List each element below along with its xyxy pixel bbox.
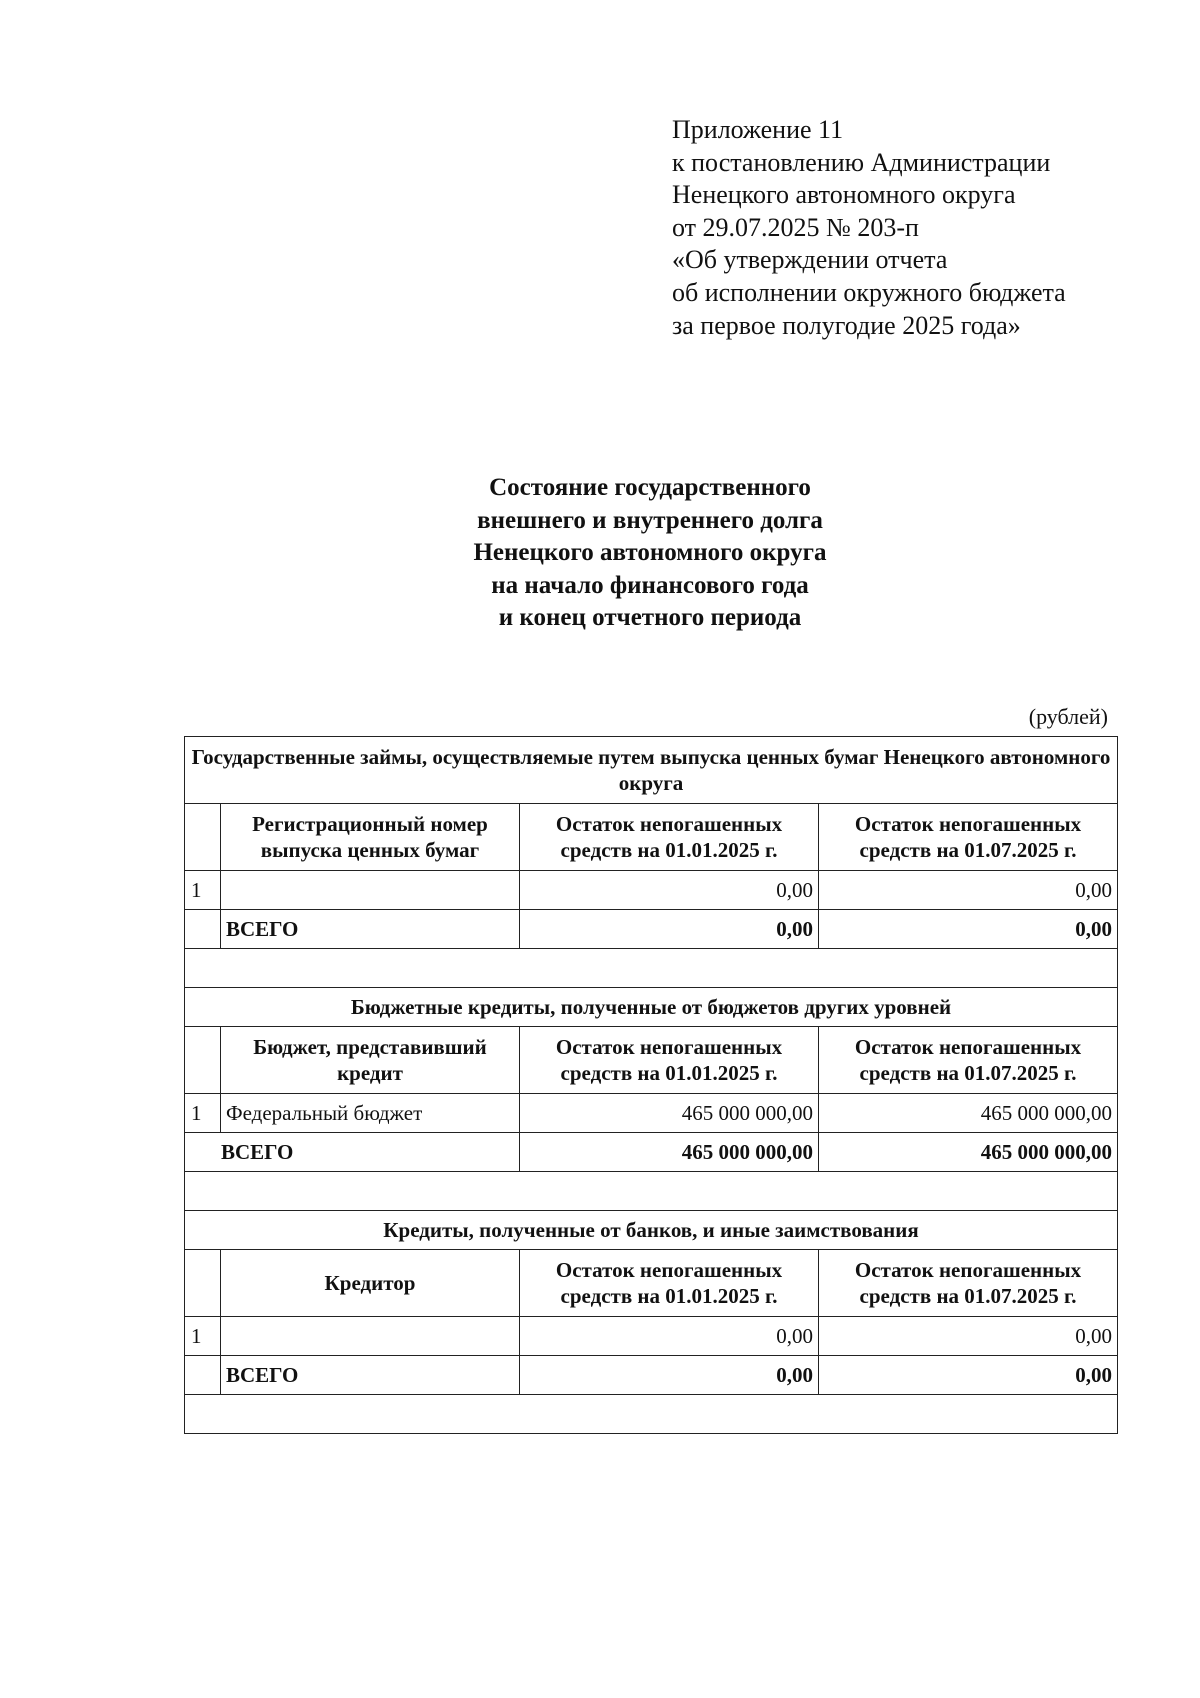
appendix-line: к постановлению Администрации bbox=[672, 147, 1051, 177]
debt-table-wrap bbox=[184, 736, 1117, 1434]
units-label: (рублей) bbox=[1028, 704, 1108, 729]
column-header-start-balance: Остаток непогашенных средств на 01.01.2025 г. bbox=[520, 1027, 819, 1094]
table-row bbox=[185, 871, 1118, 910]
total-label: ВСЕГО bbox=[221, 910, 520, 949]
total-start-balance: 0,00 bbox=[520, 1356, 819, 1395]
total-row bbox=[185, 1356, 1118, 1395]
total-start-balance: 0,00 bbox=[520, 910, 819, 949]
total-label: ВСЕГО bbox=[185, 1133, 520, 1172]
column-header-end-balance: Остаток непогашенных средств на 01.07.2025 г. bbox=[819, 1027, 1118, 1094]
column-header-end-balance: Остаток непогашенных средств на 01.07.2025 г. bbox=[819, 1250, 1118, 1317]
section-heading-row bbox=[185, 988, 1118, 1027]
row-end-balance: 465 000 000,00 bbox=[819, 1094, 1118, 1133]
title-line: Ненецкого автономного округа bbox=[473, 539, 827, 566]
appendix-line: Приложение 11 bbox=[672, 115, 844, 144]
title-line: внешнего и внутреннего долга bbox=[477, 506, 823, 534]
row-start-balance: 465 000 000,00 bbox=[520, 1094, 819, 1133]
row-index: 1 bbox=[185, 1317, 221, 1356]
row-start-balance: 0,00 bbox=[520, 1317, 819, 1356]
debt-table bbox=[184, 736, 1118, 1434]
appendix-line: за первое полугодие 2025 года» bbox=[672, 310, 1021, 340]
column-header-row bbox=[185, 1027, 1118, 1094]
column-header-row bbox=[185, 804, 1118, 871]
total-end-balance: 465 000 000,00 bbox=[819, 1133, 1118, 1172]
section-heading-row bbox=[185, 737, 1118, 804]
row-end-balance: 0,00 bbox=[819, 1317, 1118, 1356]
appendix-line: «Об утверждении отчета bbox=[672, 245, 948, 275]
spacer-row bbox=[185, 1395, 1118, 1434]
column-header-row bbox=[185, 1250, 1118, 1317]
table-row bbox=[185, 1317, 1118, 1356]
index-header bbox=[185, 804, 221, 871]
column-header-name: Бюджет, представивший кредит bbox=[221, 1027, 520, 1094]
appendix-line: Ненецкого автономного округа bbox=[672, 180, 1016, 210]
section-heading: Бюджетные кредиты, полученные от бюджетов других уровней bbox=[185, 988, 1118, 1027]
spacer-cell bbox=[185, 949, 1118, 988]
total-row bbox=[185, 910, 1118, 949]
row-end-balance: 0,00 bbox=[819, 871, 1118, 910]
total-end-balance: 0,00 bbox=[819, 910, 1118, 949]
appendix-line: об исполнении окружного бюджета bbox=[672, 277, 1066, 307]
spacer-row bbox=[185, 1172, 1118, 1211]
section-heading-row bbox=[185, 1211, 1118, 1250]
row-name: Федеральный бюджет bbox=[221, 1094, 520, 1133]
spacer-row bbox=[185, 949, 1118, 988]
total-row bbox=[185, 1133, 1118, 1172]
total-index bbox=[185, 1356, 221, 1395]
total-start-balance: 465 000 000,00 bbox=[520, 1133, 819, 1172]
appendix-line: от 29.07.2025 № 203-п bbox=[672, 212, 919, 242]
total-label: ВСЕГО bbox=[221, 1356, 520, 1395]
title-line: на начало финансового года bbox=[491, 571, 809, 599]
document-title bbox=[380, 472, 920, 635]
row-name bbox=[221, 1317, 520, 1356]
column-header-end-balance: Остаток непогашенных средств на 01.07.2025 г. bbox=[819, 804, 1118, 871]
column-header-start-balance: Остаток непогашенных средств на 01.01.2025 г. bbox=[520, 1250, 819, 1317]
column-header-name: Регистрационный номер выпуска ценных бумаг bbox=[221, 804, 520, 871]
spacer-cell bbox=[185, 1395, 1118, 1434]
row-start-balance: 0,00 bbox=[520, 871, 819, 910]
appendix-block bbox=[672, 114, 1066, 342]
row-index: 1 bbox=[185, 1094, 221, 1133]
column-header-start-balance: Остаток непогашенных средств на 01.01.2025 г. bbox=[520, 804, 819, 871]
section-heading: Государственные займы, осуществляемые путем выпуска ценных бумаг Ненецкого автономного округа bbox=[185, 737, 1118, 804]
title-line: Состояние государственного bbox=[489, 474, 811, 501]
index-header bbox=[185, 1250, 221, 1317]
total-end-balance: 0,00 bbox=[819, 1356, 1118, 1395]
row-index: 1 bbox=[185, 871, 221, 910]
spacer-cell bbox=[185, 1172, 1118, 1211]
index-header bbox=[185, 1027, 221, 1094]
section-heading: Кредиты, полученные от банков, и иные заимствования bbox=[185, 1211, 1118, 1250]
table-row bbox=[185, 1094, 1118, 1133]
row-name bbox=[221, 871, 520, 910]
total-index bbox=[185, 910, 221, 949]
column-header-name: Кредитор bbox=[221, 1250, 520, 1317]
title-line: и конец отчетного периода bbox=[498, 604, 802, 631]
